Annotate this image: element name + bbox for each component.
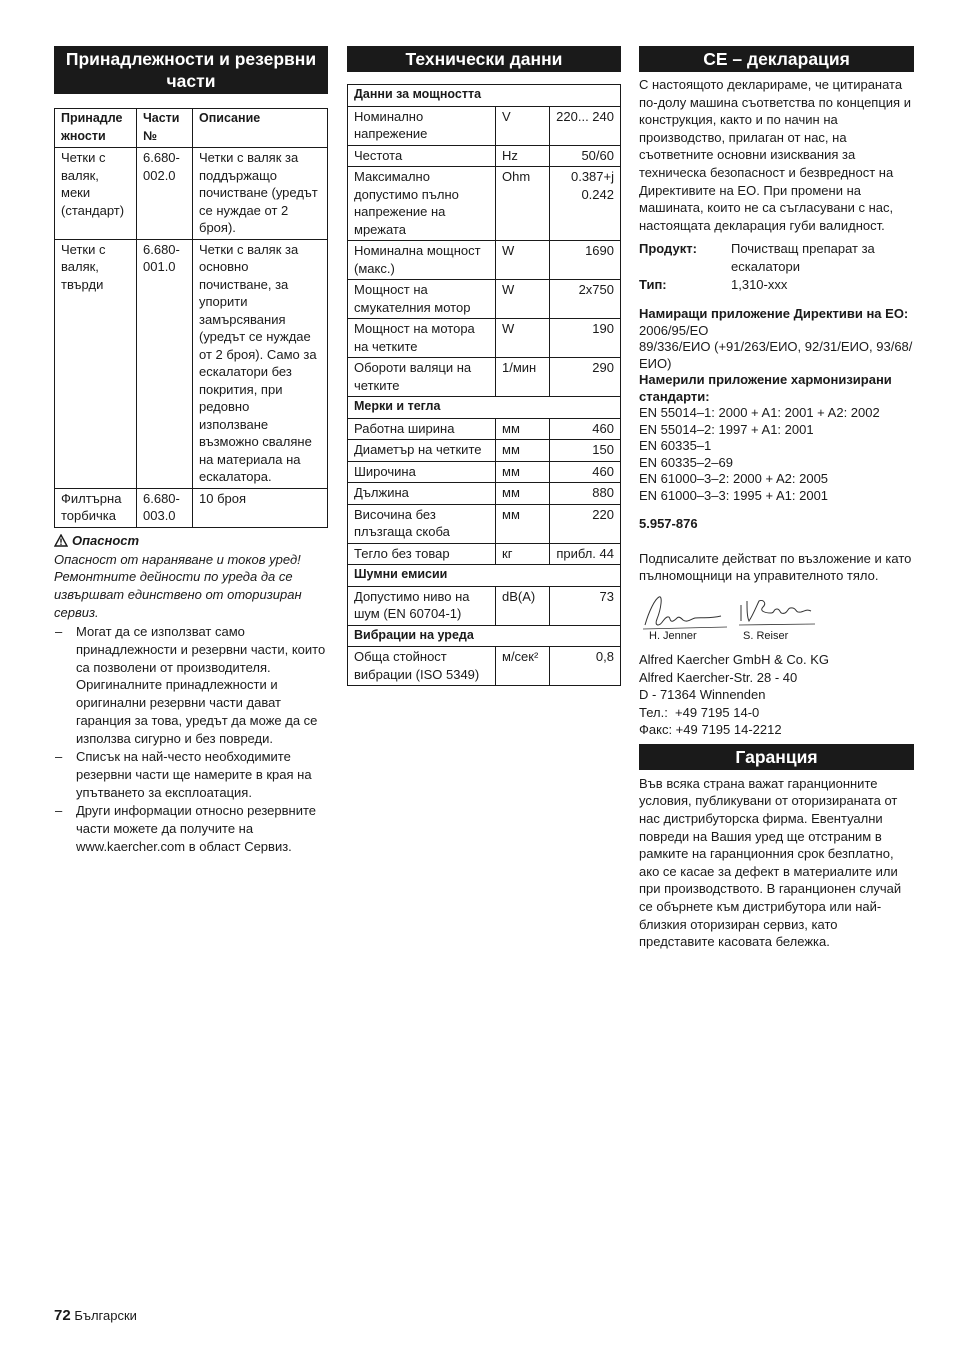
standard-item: EN 61000–3–3: 1995 + A1: 2001 xyxy=(639,487,829,503)
danger-text: Опасност от нараняване и токов уред! Ремонтните дейности по уреда да се извършват единствено от оторизиран сервиз. xyxy=(54,551,302,620)
col-header-description: Описание xyxy=(193,109,328,148)
standard-item: EN 60335–2–69 xyxy=(639,454,733,470)
table-row xyxy=(348,241,621,280)
type-row xyxy=(639,276,914,294)
cell-unit: W xyxy=(496,319,550,358)
list-item: – Други информации относно резервните части можете да получите на www.kaercher.com в област Сервиз. xyxy=(55,802,317,854)
cell-value: 0,8 xyxy=(550,647,621,686)
standard-item: EN 60335–1 xyxy=(639,438,712,454)
section-title: Мерки и тегла xyxy=(348,397,621,419)
cell-label: Широчина xyxy=(348,461,496,483)
cell-unit: dB(A) xyxy=(496,586,550,625)
table-row xyxy=(348,167,621,241)
cell-value: 0.387+j 0.242 xyxy=(550,167,621,241)
ce-intro: С настоящото декларираме, че цитираната по-долу машина съответства по концепция и конструкция, както и по начин на производство, прилаган от нас, на съответните основни изисквания за техническа безопасност и безвредност на Директивите на ЕО. При промени на машината, които не са съгласувани с нас, настоящата декларация губи валидност. xyxy=(639,77,911,233)
table-row xyxy=(348,145,621,167)
page-footer xyxy=(54,1307,137,1324)
declaration-column xyxy=(639,46,914,951)
table-row xyxy=(348,418,621,440)
table-row xyxy=(55,488,328,527)
section-row xyxy=(348,397,621,419)
standard-item: EN 55014–2: 1997 + A1: 2001 xyxy=(639,421,814,437)
cell-description: 10 броя xyxy=(193,488,328,527)
section-row xyxy=(348,85,621,107)
cell-label: Мощност на мотора на четките xyxy=(348,319,496,358)
document-number: 5.957-876 xyxy=(639,516,698,532)
section-title: Данни за мощността xyxy=(348,85,621,107)
cell-unit: Ohm xyxy=(496,167,550,241)
technical-data-table xyxy=(347,84,621,686)
signature-jenner xyxy=(639,591,729,635)
cell-value: 50/60 xyxy=(550,145,621,167)
page-number: 72 xyxy=(54,1307,71,1324)
cell-unit: Hz xyxy=(496,145,550,167)
cell-label: Обороти валяци на четките xyxy=(348,358,496,397)
section-title: Вибрации на уреда xyxy=(348,625,621,647)
cell-label: Максимално допустимо пълно напрежение на мрежата xyxy=(348,167,496,241)
signatures xyxy=(639,591,914,645)
table-row xyxy=(348,319,621,358)
cell-unit: мм xyxy=(496,440,550,462)
product-value: Почистващ препарат за ескалатори xyxy=(731,241,875,274)
table-row xyxy=(348,504,621,543)
signature-reiser xyxy=(737,591,817,635)
accessories-column xyxy=(54,46,328,855)
table-row xyxy=(348,483,621,505)
cell-unit: V xyxy=(496,106,550,145)
cell-accessory: Четки с валяк, меки (стандарт) xyxy=(55,148,137,240)
cell-label: Обща стойност вибрации (ISO 5349) xyxy=(348,647,496,686)
col-header-part-no: Части № xyxy=(137,109,193,148)
cell-value: 880 xyxy=(550,483,621,505)
cell-unit: мм xyxy=(496,483,550,505)
table-row xyxy=(348,440,621,462)
cell-value: 290 xyxy=(550,358,621,397)
section-title: Шумни емисии xyxy=(348,565,621,587)
cell-value: 190 xyxy=(550,319,621,358)
warning-triangle-icon xyxy=(54,534,68,551)
table-header-row xyxy=(55,109,328,148)
cell-part-no: 6.680-002.0 xyxy=(137,148,193,240)
type-value: 1,310-xxx xyxy=(731,276,788,292)
warranty-text: Във всяка страна важат гаранционните условия, публикувани от оторизираната от нас дистрибуторска фирма. Евентуални повреди на Вашия уред ще отстраним в рамките на гаранционния срок безплатно, ако се касае за дефект в материалите или при производството. В гаранционен случай се обърнете към дистрибутора или най-близкия оторизиран сервиз, като представите касовата бележка. xyxy=(639,775,902,950)
page-language: Български xyxy=(74,1308,137,1323)
standard-item: EN 61000–3–2: 2000 + A2: 2005 xyxy=(639,471,829,487)
standards-title: Намерили приложение хармонизирани стандарти: xyxy=(639,372,892,404)
address-line: Факс: +49 7195 14-2212 xyxy=(639,722,782,738)
address-line: Alfred Kaercher-Str. 28 - 40 xyxy=(639,669,798,685)
signer-1-name: H. Jenner xyxy=(649,629,697,642)
cell-part-no: 6.680-003.0 xyxy=(137,488,193,527)
standard-item: EN 55014–1: 2000 + A1: 2001 + A2: 2002 xyxy=(639,405,880,421)
cell-value: 73 xyxy=(550,586,621,625)
directives-block xyxy=(639,306,914,504)
directive-item: 2006/95/ЕО xyxy=(639,322,709,338)
section-row xyxy=(348,625,621,647)
cell-value: 220 xyxy=(550,504,621,543)
cell-label: Номинално напрежение xyxy=(348,106,496,145)
cell-accessory: Четки с валяк, твърди xyxy=(55,239,137,488)
table-row xyxy=(348,647,621,686)
cell-description: Четки с валяк за поддържащо почистване (уредът се нуждае от 2 броя). xyxy=(193,148,328,240)
col-header-accessory: Принадле жности xyxy=(55,109,137,148)
cell-unit: мм xyxy=(496,418,550,440)
cell-value: прибл. 44 xyxy=(550,543,621,565)
table-row xyxy=(348,586,621,625)
table-row xyxy=(55,239,328,488)
technical-data-header: Технически данни xyxy=(347,46,621,72)
company-address xyxy=(639,651,914,739)
cell-value: 220... 240 xyxy=(550,106,621,145)
directives-title: Намиращи приложение Директиви на ЕО: xyxy=(639,306,909,322)
cell-label: Честота xyxy=(348,145,496,167)
cell-label: Дължина xyxy=(348,483,496,505)
cell-value: 2x750 xyxy=(550,280,621,319)
list-item: – Списък на най-често необходимите резервни части ще намерите в края на упътването за експлоатация. xyxy=(55,749,312,800)
warranty-header: Гаранция xyxy=(639,744,914,770)
technical-data-column xyxy=(347,46,621,686)
cell-value: 460 xyxy=(550,461,621,483)
cell-unit: м/сек² xyxy=(496,647,550,686)
signatories-text: Подписалите действат по възложение и като пълномощници на управителното тяло. xyxy=(639,550,912,584)
cell-label: Тегло без товар xyxy=(348,543,496,565)
cell-unit: W xyxy=(496,241,550,280)
cell-value: 1690 xyxy=(550,241,621,280)
accessories-table xyxy=(54,108,328,528)
table-row xyxy=(348,358,621,397)
danger-heading xyxy=(54,532,328,551)
cell-unit: кг xyxy=(496,543,550,565)
ce-declaration-header: CE – декларация xyxy=(639,46,914,72)
table-row xyxy=(348,543,621,565)
cell-unit: W xyxy=(496,280,550,319)
cell-label: Мощност на смукателния мотор xyxy=(348,280,496,319)
table-row xyxy=(348,106,621,145)
table-row xyxy=(348,280,621,319)
product-label: Продукт: xyxy=(639,241,697,257)
danger-title: Опасност xyxy=(72,532,140,548)
cell-description: Четки с валяк за основно почистване, за упорити замърсявания (уредът се нуждае от 2 броя). Само за ескалатори без покрития, при редовно използване възможно сваляне на материала на ескалатора. xyxy=(193,239,328,488)
address-line: D - 71364 Winnenden xyxy=(639,687,766,703)
cell-value: 150 xyxy=(550,440,621,462)
cell-unit: мм xyxy=(496,461,550,483)
cell-value: 460 xyxy=(550,418,621,440)
cell-unit: 1/мин xyxy=(496,358,550,397)
section-row xyxy=(348,565,621,587)
cell-unit: мм xyxy=(496,504,550,543)
cell-accessory: Филтърна торбичка xyxy=(55,488,137,527)
cell-label: Номинална мощност (макс.) xyxy=(348,241,496,280)
table-row xyxy=(348,461,621,483)
address-line: Тел.: +49 7195 14-0 xyxy=(639,704,760,720)
product-row xyxy=(639,240,914,275)
address-line: Alfred Kaercher GmbH & Co. KG xyxy=(639,651,830,667)
table-row xyxy=(55,148,328,240)
cell-label: Работна ширина xyxy=(348,418,496,440)
signer-2-name: S. Reiser xyxy=(743,629,789,642)
notes-list xyxy=(54,623,328,856)
list-item: – Могат да се използват само принадлежности и резервни части, които са позволени от производителя. Оригиналните принадлежности и оригинални резервни части дават гаранция за това, уредът да може да се използва сигурно и без повреди. xyxy=(55,623,326,747)
cell-label: Височина без плъзгаща скоба xyxy=(348,504,496,543)
cell-label: Диаметър на четките xyxy=(348,440,496,462)
accessories-header: Принадлежности и резервни части xyxy=(54,46,328,94)
cell-part-no: 6.680-001.0 xyxy=(137,239,193,488)
directive-item: 89/336/ЕИО (+91/263/ЕИО, 92/31/ЕИО, 93/68/ЕИО) xyxy=(639,339,913,371)
cell-label: Допустимо ниво на шум (EN 60704-1) xyxy=(348,586,496,625)
type-label: Тип: xyxy=(639,276,667,292)
